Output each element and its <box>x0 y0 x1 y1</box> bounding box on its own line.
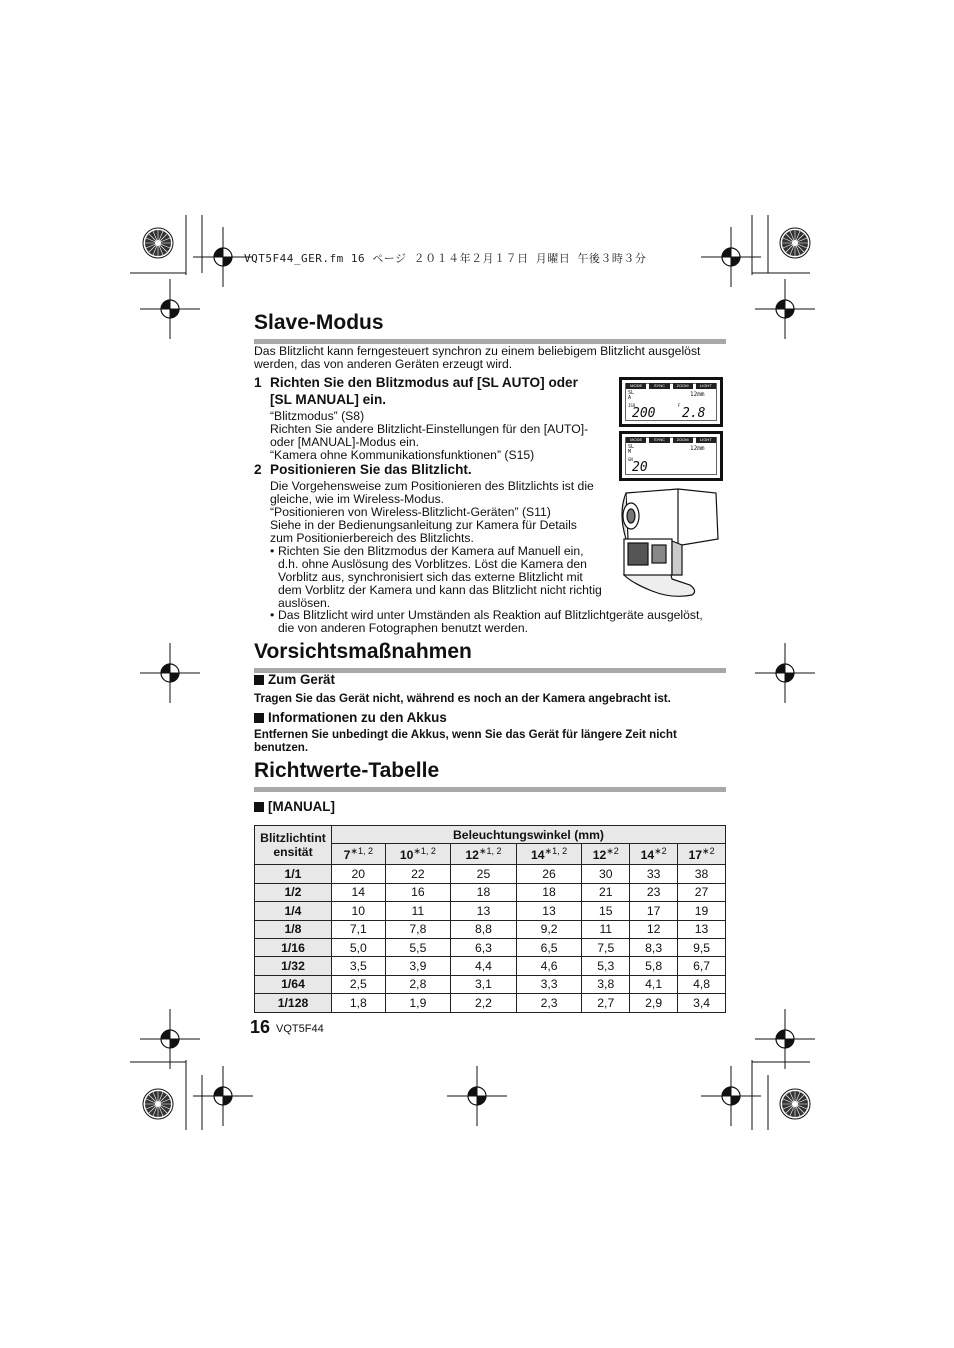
table-row <box>255 938 726 956</box>
subsection-heading <box>254 672 335 687</box>
table-cell: 38 <box>678 865 726 883</box>
column-footnote: ∗1, 2 <box>544 846 568 857</box>
lcd-iso-label: ISO <box>628 403 636 408</box>
step-number: 1 <box>254 375 262 390</box>
guide-number-table <box>254 825 726 1013</box>
column-header-label: 12 <box>592 848 607 863</box>
table-cell: 25 <box>451 865 517 883</box>
precaution-text: Entfernen Sie unbedingt die Akkus, wenn Sie das Gerät für längere Zeit nicht benutzen. <box>254 728 677 754</box>
row-label-cell: 1/64 <box>255 975 332 993</box>
table-cell: 14 <box>332 883 386 901</box>
table-cell: 33 <box>630 865 678 883</box>
row-label-cell: 1/2 <box>255 883 332 901</box>
column-footnote: ∗1, 2 <box>350 846 373 857</box>
subsection-heading <box>254 799 335 814</box>
table-cell: 18 <box>516 883 582 901</box>
column-footnote: ∗2 <box>654 846 667 857</box>
square-bullet-icon <box>254 713 264 723</box>
lcd-mode: SL A <box>628 390 635 401</box>
row-label-cell: 1/32 <box>255 957 332 975</box>
table-cell: 11 <box>582 920 630 938</box>
table-cell: 4,1 <box>630 975 678 993</box>
lcd-display-sl-auto <box>619 377 723 427</box>
column-header-label: 14 <box>530 848 545 863</box>
table-cell: 21 <box>582 883 630 901</box>
lcd-label: MODE <box>626 437 646 443</box>
bullet-text: Richten Sie den Blitzmodus der Kamera auf Manuell ein, d.h. ohne Auslösung des Vorblitzes. Löst die Kamera den Vorblitz aus, synchronisiert sich das externe Blitzlicht mit dem Vorblitz der Kamera und kann das Blitzlicht nicht richtig auslösen. <box>278 544 602 610</box>
section-rule <box>254 787 726 792</box>
table-cell: 26 <box>516 865 582 883</box>
table-cell: 3,4 <box>678 994 726 1012</box>
table-cell: 7,1 <box>332 920 386 938</box>
bullet-marker: • <box>270 608 275 622</box>
table-cell: 27 <box>678 883 726 901</box>
slave-intro: Das Blitzlicht kann ferngesteuert synchron zu einem beliebigem Blitzlicht ausgelöst werden, das von anderen Geräten erzeugt wird. <box>254 344 701 371</box>
flash-unit-illustration <box>612 487 724 607</box>
table-row <box>255 975 726 993</box>
table-cell: 3,5 <box>332 957 386 975</box>
column-header-label: 17 <box>688 848 703 863</box>
lcd-label: SYNC <box>649 437 669 443</box>
step-text: Siehe in der Bedienungsanleitung zur Kamera für Details zum Positionierbereich des Blitzlichts. <box>270 518 577 545</box>
table-cell: 2,9 <box>630 994 678 1012</box>
table-cell: 3,8 <box>582 975 630 993</box>
step-text: Richten Sie andere Blitzlicht-Einstellungen für den [AUTO]- oder [MANUAL]-Modus ein. <box>270 422 589 449</box>
section-title-reference: Richtwerte-Tabelle <box>254 759 440 782</box>
lcd-zoom: 12mm <box>690 391 705 398</box>
lcd-display-sl-manual <box>619 431 723 481</box>
table-cell: 2,2 <box>451 994 517 1012</box>
table-cell: 2,3 <box>516 994 582 1012</box>
lcd-f-label: F <box>678 403 681 408</box>
table-cell: 19 <box>678 902 726 920</box>
table-cell: 30 <box>582 865 630 883</box>
column-header-cell <box>451 844 517 865</box>
step-text: Die Vorgehensweise zum Positionieren des Blitzlichts ist die gleiche, wie im Wireless-Modus. <box>270 479 594 506</box>
row-label-cell: 1/8 <box>255 920 332 938</box>
table-cell: 4,4 <box>451 957 517 975</box>
table-row <box>255 902 726 920</box>
lcd-gn-label: GN <box>628 457 633 462</box>
lcd-f-value: 2.8 <box>682 406 706 421</box>
column-header-label: 14 <box>640 848 655 863</box>
table-cell: 18 <box>451 883 517 901</box>
table-cell: 2,5 <box>332 975 386 993</box>
file-header: VQT5F44_GER.fm 16 ページ ２０１４年２月１７日 月曜日 午後３時３分 <box>244 252 647 265</box>
column-header-cell <box>582 844 630 865</box>
table-cell: 11 <box>385 902 451 920</box>
table-cell: 6,5 <box>516 938 582 956</box>
table-cell: 9,5 <box>678 938 726 956</box>
column-header-cell <box>678 844 726 865</box>
column-header-cell <box>630 844 678 865</box>
step-title: Positionieren Sie das Blitzlicht. <box>270 462 472 477</box>
step-title: Richten Sie den Blitzmodus auf [SL AUTO] oder [SL MANUAL] ein. <box>270 375 578 407</box>
table-cell: 13 <box>516 902 582 920</box>
column-footnote: ∗1, 2 <box>413 846 436 857</box>
table-cell: 5,5 <box>385 938 451 956</box>
subsection-label: Informationen zu den Akkus <box>268 710 447 725</box>
table-cell: 13 <box>678 920 726 938</box>
column-header-cell <box>516 844 582 865</box>
lcd-label: LIGHT <box>696 437 716 443</box>
subsection-label: [MANUAL] <box>268 799 335 814</box>
table-cell: 5,8 <box>630 957 678 975</box>
subsection-label: Zum Gerät <box>268 672 335 687</box>
lcd-mode: SL M <box>628 444 635 455</box>
square-bullet-icon <box>254 675 264 685</box>
lcd-label: ZOOM <box>673 383 693 389</box>
table-cell: 5,3 <box>582 957 630 975</box>
page-number: 16 <box>250 1017 271 1037</box>
row-label-cell: 1/1 <box>255 865 332 883</box>
step-reference: “Kamera ohne Kommunikationsfunktionen” (S15) <box>270 448 535 462</box>
section-title-slave: Slave-Modus <box>254 311 384 334</box>
table-cell: 17 <box>630 902 678 920</box>
row-header-cell <box>255 826 332 865</box>
row-header-line: Blitzlichtint <box>260 831 326 846</box>
table-row <box>255 865 726 883</box>
table-cell: 7,5 <box>582 938 630 956</box>
column-footnote: ∗1, 2 <box>478 846 502 857</box>
table-cell: 5,0 <box>332 938 386 956</box>
table-cell: 15 <box>582 902 630 920</box>
section-title-precautions: Vorsichtsmaßnahmen <box>254 640 472 663</box>
table-cell: 2,8 <box>385 975 451 993</box>
table-cell: 9,2 <box>516 920 582 938</box>
table-cell: 10 <box>332 902 386 920</box>
precaution-text: Tragen Sie das Gerät nicht, während es noch an der Kamera angebracht ist. <box>254 692 671 705</box>
table-cell: 1,8 <box>332 994 386 1012</box>
group-header-cell: Beleuchtungswinkel (mm) <box>332 826 726 844</box>
table-cell: 3,9 <box>385 957 451 975</box>
step-reference: “Positionieren von Wireless-Blitzlicht-Geräten” (S11) <box>270 505 551 519</box>
column-footnote: ∗2 <box>606 846 619 857</box>
column-header-cell <box>385 844 451 865</box>
table-row <box>255 920 726 938</box>
table-cell: 7,8 <box>385 920 451 938</box>
step-number: 2 <box>254 462 262 477</box>
lcd-gn-value: 20 <box>632 460 648 475</box>
row-label-cell: 1/4 <box>255 902 332 920</box>
table-cell: 8,3 <box>630 938 678 956</box>
table-cell: 23 <box>630 883 678 901</box>
model-code: VQT5F44 <box>276 1023 324 1035</box>
table-cell: 1,9 <box>385 994 451 1012</box>
table-cell: 3,1 <box>451 975 517 993</box>
lcd-label: ZOOM <box>673 437 693 443</box>
column-header-label: 10 <box>399 848 414 863</box>
row-label-cell: 1/16 <box>255 938 332 956</box>
row-label-cell: 1/128 <box>255 994 332 1012</box>
table-cell: 13 <box>451 902 517 920</box>
lcd-label: SYNC <box>649 383 669 389</box>
table-cell: 2,7 <box>582 994 630 1012</box>
table-row <box>255 883 726 901</box>
table-body <box>255 865 726 1012</box>
column-header-label: 7 <box>343 848 351 863</box>
table-cell: 16 <box>385 883 451 901</box>
table-cell: 6,3 <box>451 938 517 956</box>
column-header-label: 12 <box>465 848 479 863</box>
bullet-marker: • <box>270 544 275 558</box>
lcd-label: MODE <box>626 383 646 389</box>
table-cell: 8,8 <box>451 920 517 938</box>
bullet-text: Das Blitzlicht wird unter Umständen als Reaktion auf Blitzlichtgeräte ausgelöst, die von anderen Fotographen benutzt werden. <box>278 608 703 635</box>
table-cell: 12 <box>630 920 678 938</box>
table-row <box>255 957 726 975</box>
lcd-label: LIGHT <box>696 383 716 389</box>
table-cell: 22 <box>385 865 451 883</box>
table-row <box>255 994 726 1012</box>
table-cell: 6,7 <box>678 957 726 975</box>
row-header-line: ensität <box>273 845 313 860</box>
column-header-cell <box>332 844 386 865</box>
table-cell: 3,3 <box>516 975 582 993</box>
subsection-heading <box>254 710 447 725</box>
square-bullet-icon <box>254 802 264 812</box>
table-cell: 4,6 <box>516 957 582 975</box>
table-cell: 4,8 <box>678 975 726 993</box>
lcd-iso-value: 200 <box>632 406 656 421</box>
lcd-zoom: 12mm <box>690 445 705 452</box>
table-cell: 20 <box>332 865 386 883</box>
step-reference: “Blitzmodus” (S8) <box>270 409 365 423</box>
column-footnote: ∗2 <box>702 846 715 857</box>
